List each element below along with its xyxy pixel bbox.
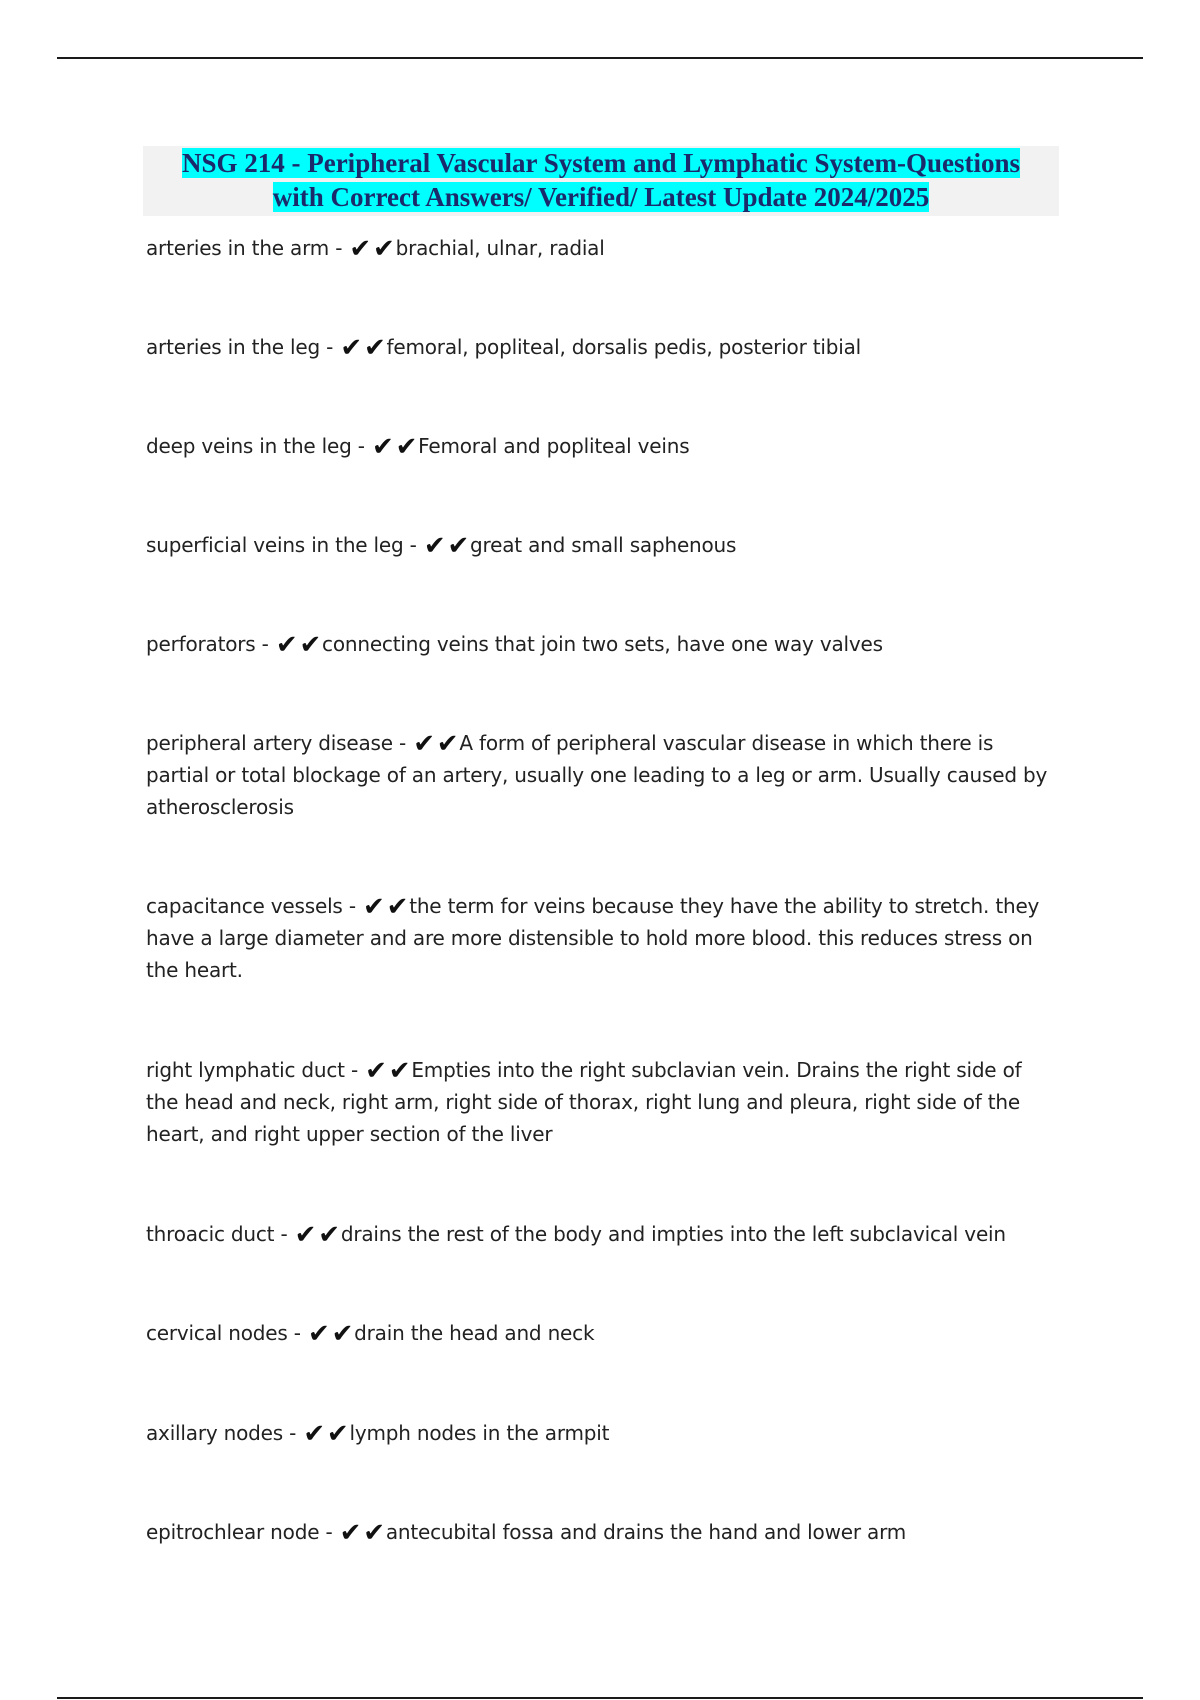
- checkmark-icon: ✔: [307, 1319, 330, 1349]
- header-rule: [57, 57, 1143, 59]
- title-line-2: with Correct Answers/ Verified/ Latest Update 2024/2025: [272, 182, 930, 212]
- qa-entry: [146, 1054, 1056, 1150]
- qa-entry: [146, 628, 1056, 660]
- checkmark-icon: ✔: [363, 333, 386, 363]
- entry-separator: -: [392, 731, 413, 755]
- entry-answer: lymph nodes in the armpit: [349, 1421, 610, 1445]
- qa-entry: [146, 1417, 1056, 1449]
- entry-term: cervical nodes: [146, 1321, 288, 1345]
- entry-separator: -: [344, 1058, 365, 1082]
- entry-separator: -: [351, 434, 371, 458]
- entry-term: throacic duct: [146, 1222, 275, 1246]
- entry-term: perforators: [146, 632, 256, 656]
- entry-term: capacitance vessels: [146, 894, 343, 918]
- checkmark-icon: ✔: [413, 729, 435, 759]
- entry-answer: drain the head and neck: [354, 1321, 595, 1345]
- checkmark-icon: ✔: [373, 234, 395, 264]
- entry-answer: great and small saphenous: [470, 533, 737, 557]
- checkmark-icon: ✔: [275, 630, 298, 660]
- entry-separator: -: [319, 1520, 339, 1544]
- checkmark-icon: ✔: [447, 531, 470, 561]
- qa-entry: [146, 430, 1056, 462]
- checkmark-icon: ✔: [395, 432, 418, 462]
- entry-separator: -: [403, 533, 423, 557]
- entry-term: arteries in the arm: [146, 236, 330, 260]
- checkmark-icon: ✔: [423, 531, 446, 561]
- entry-term: arteries in the leg: [146, 335, 321, 359]
- entry-answer: A form of peripheral vascular disease in which there is partial or total blockage of an artery, usually one leading to a leg or arm. Usually caused by atherosclerosis: [146, 731, 1048, 819]
- entry-separator: -: [287, 1321, 307, 1345]
- entry-term: peripheral artery disease: [146, 731, 393, 755]
- qa-entry: [146, 529, 1056, 561]
- qa-entry: [146, 727, 1056, 823]
- checkmark-icon: ✔: [365, 1056, 387, 1086]
- entry-separator: -: [329, 236, 349, 260]
- entry-term: superficial veins in the leg: [146, 533, 404, 557]
- entry-separator: -: [342, 894, 362, 918]
- checkmark-icon: ✔: [436, 729, 459, 759]
- title-line-1: NSG 214 - Peripheral Vascular System and Lymphatic System-Questions: [181, 148, 1021, 178]
- entry-answer: brachial, ulnar, radial: [395, 236, 605, 260]
- entry-separator: -: [320, 335, 340, 359]
- entry-answer: Empties into the right subclavian vein. Drains the right side of the head and neck, right arm, right side of thorax, right lung and pleura, right side of the heart, and right upper section of the liver: [146, 1058, 1022, 1146]
- checkmark-icon: ✔: [388, 1056, 411, 1086]
- checkmark-icon: ✔: [331, 1319, 354, 1349]
- entry-separator: -: [255, 632, 275, 656]
- checkmark-icon: ✔: [299, 630, 322, 660]
- entry-answer: Femoral and popliteal veins: [418, 434, 690, 458]
- checkmark-icon: ✔: [363, 1518, 385, 1548]
- entry-term: epitrochlear node: [146, 1520, 320, 1544]
- qa-entry: [146, 232, 1056, 264]
- entry-answer: drains the rest of the body and impties into the left subclavical vein: [340, 1222, 1006, 1246]
- checkmark-icon: ✔: [303, 1419, 325, 1449]
- footer-rule: [57, 1697, 1143, 1699]
- entry-separator: -: [282, 1421, 303, 1445]
- entry-term: right lymphatic duct: [146, 1058, 345, 1082]
- checkmark-icon: ✔: [326, 1419, 349, 1449]
- entry-answer: the term for veins because they have the ability to stretch. they have a large diameter and are more distensible to hold more blood. this reduces stress on the heart.: [146, 894, 1040, 982]
- entry-answer: connecting veins that join two sets, have one way valves: [322, 632, 883, 656]
- qa-entry: [146, 1317, 1056, 1349]
- checkmark-icon: ✔: [294, 1220, 317, 1250]
- checkmark-icon: ✔: [339, 1518, 362, 1548]
- qa-entry: [146, 890, 1056, 986]
- entry-term: deep veins in the leg: [146, 434, 352, 458]
- qa-entry: [146, 331, 1056, 363]
- checkmark-icon: ✔: [386, 892, 409, 922]
- checkmark-icon: ✔: [318, 1220, 340, 1250]
- checkmark-icon: ✔: [340, 333, 362, 363]
- qa-entry: [146, 1218, 1056, 1250]
- checkmark-icon: ✔: [363, 892, 385, 922]
- document-title: [143, 146, 1059, 216]
- entry-term: axillary nodes: [146, 1421, 283, 1445]
- entry-answer: femoral, popliteal, dorsalis pedis, posterior tibial: [386, 335, 862, 359]
- qa-entry: [146, 1516, 1056, 1548]
- entry-answer: antecubital fossa and drains the hand and lower arm: [385, 1520, 907, 1544]
- checkmark-icon: ✔: [349, 234, 372, 264]
- entry-separator: -: [274, 1222, 294, 1246]
- checkmark-icon: ✔: [371, 432, 394, 462]
